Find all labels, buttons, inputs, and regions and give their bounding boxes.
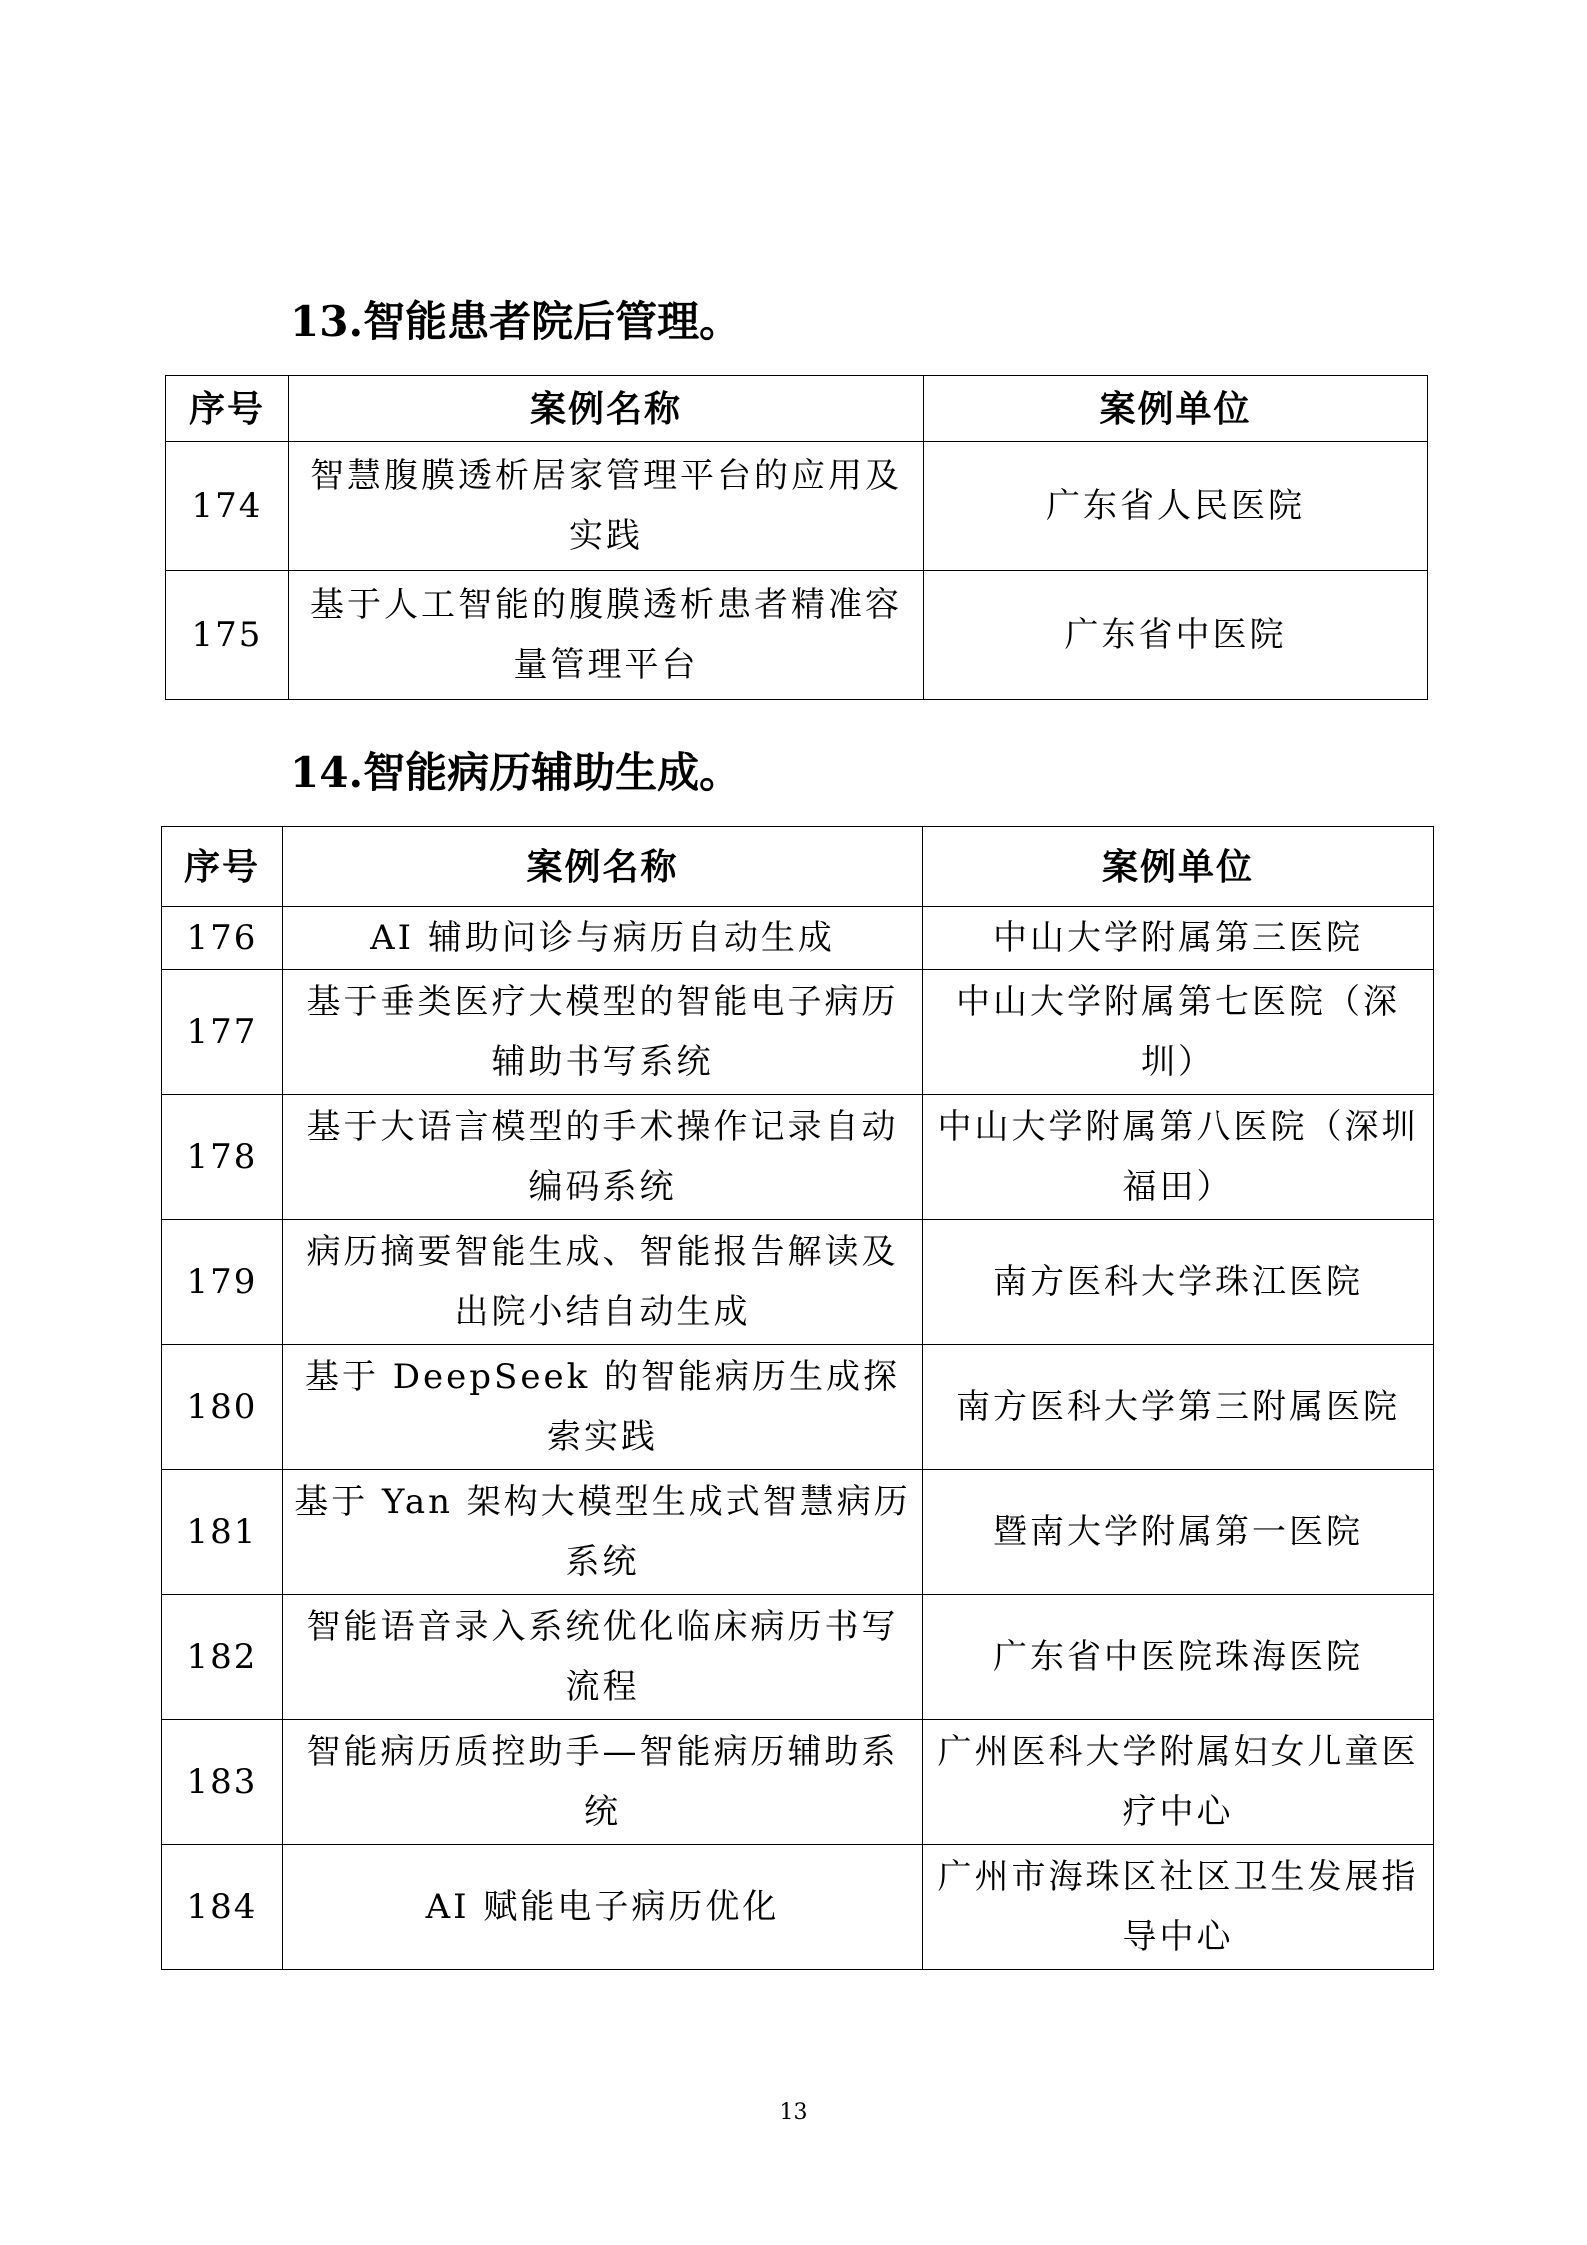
- row-serial-number: 183: [162, 1720, 283, 1845]
- section-13-table: [165, 375, 1428, 700]
- row-serial-number: 177: [162, 970, 283, 1095]
- row-serial-number: 178: [162, 1095, 283, 1220]
- row-case-unit: 南方医科大学珠江医院: [923, 1220, 1434, 1345]
- section-13-heading: 13.智能患者院后管理。: [290, 297, 742, 346]
- table-row: [162, 1470, 1434, 1595]
- table-row: [162, 1595, 1434, 1720]
- table-row: [162, 1345, 1434, 1470]
- table-row: [162, 1095, 1434, 1220]
- header-serial-number: 序号: [162, 827, 283, 907]
- page-number: 13: [779, 2100, 808, 2125]
- row-case-name: 基于垂类医疗大模型的智能电子病历辅助书写系统: [283, 970, 923, 1095]
- header-case-unit: 案例单位: [923, 827, 1434, 907]
- row-serial-number: 175: [166, 571, 289, 700]
- row-serial-number: 179: [162, 1220, 283, 1345]
- table-row: [166, 442, 1428, 571]
- row-case-unit: 中山大学附属第七医院（深圳）: [923, 970, 1434, 1095]
- header-case-unit: 案例单位: [924, 376, 1428, 442]
- row-case-name: 基于 Yan 架构大模型生成式智慧病历系统: [283, 1470, 923, 1595]
- table-row: [162, 970, 1434, 1095]
- row-case-unit: 中山大学附属第三医院: [923, 907, 1434, 970]
- header-case-name: 案例名称: [283, 827, 923, 907]
- row-case-unit: 广州医科大学附属妇女儿童医疗中心: [923, 1720, 1434, 1845]
- table-row: [166, 571, 1428, 700]
- row-case-name: AI 赋能电子病历优化: [283, 1845, 923, 1970]
- table-row: [162, 1220, 1434, 1345]
- table-header-row: [166, 376, 1428, 442]
- row-serial-number: 180: [162, 1345, 283, 1470]
- header-serial-number: 序号: [166, 376, 289, 442]
- table-row: [162, 1720, 1434, 1845]
- row-serial-number: 181: [162, 1470, 283, 1595]
- section-14-table: [161, 826, 1434, 1970]
- table-row: [162, 907, 1434, 970]
- row-case-name: AI 辅助问诊与病历自动生成: [283, 907, 923, 970]
- table-header-row: [162, 827, 1434, 907]
- row-case-unit: 南方医科大学第三附属医院: [923, 1345, 1434, 1470]
- row-serial-number: 174: [166, 442, 289, 571]
- row-case-name: 智能病历质控助手—智能病历辅助系统: [283, 1720, 923, 1845]
- row-case-name: 智慧腹膜透析居家管理平台的应用及实践: [289, 442, 924, 571]
- row-case-unit: 广东省人民医院: [924, 442, 1428, 571]
- row-case-unit: 广东省中医院珠海医院: [923, 1595, 1434, 1720]
- row-case-unit: 暨南大学附属第一医院: [923, 1470, 1434, 1595]
- table-row: [162, 1845, 1434, 1970]
- row-serial-number: 182: [162, 1595, 283, 1720]
- row-case-name: 智能语音录入系统优化临床病历书写流程: [283, 1595, 923, 1720]
- row-case-name: 基于人工智能的腹膜透析患者精准容量管理平台: [289, 571, 924, 700]
- row-serial-number: 184: [162, 1845, 283, 1970]
- row-case-name: 基于 DeepSeek 的智能病历生成探索实践: [283, 1345, 923, 1470]
- row-case-unit: 中山大学附属第八医院（深圳福田）: [923, 1095, 1434, 1220]
- row-case-unit: 广州市海珠区社区卫生发展指导中心: [923, 1845, 1434, 1970]
- row-serial-number: 176: [162, 907, 283, 970]
- row-case-name: 病历摘要智能生成、智能报告解读及出院小结自动生成: [283, 1220, 923, 1345]
- section-14-heading: 14.智能病历辅助生成。: [290, 748, 742, 797]
- header-case-name: 案例名称: [289, 376, 924, 442]
- row-case-unit: 广东省中医院: [924, 571, 1428, 700]
- row-case-name: 基于大语言模型的手术操作记录自动编码系统: [283, 1095, 923, 1220]
